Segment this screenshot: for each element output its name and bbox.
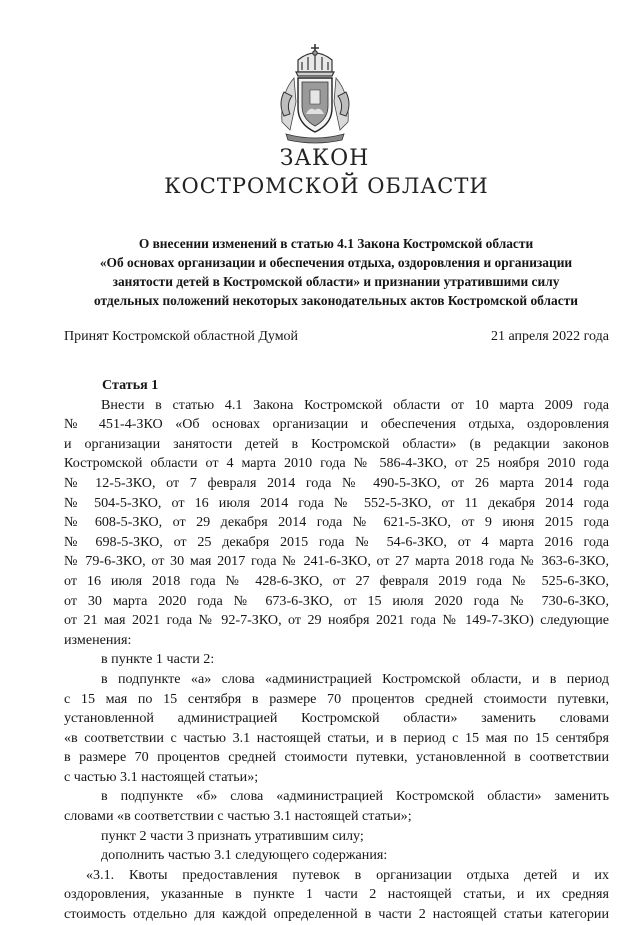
article-title: Статья 1 (102, 377, 159, 393)
body-line: № 698-5-ЗКО, от 25 декабря 2015 года № 54-6-ЗКО, от 4 марта 2016 года (64, 533, 609, 550)
body-line: в размере 70 процентов средней стоимости путевки, установленной в соответствии (64, 749, 609, 766)
body-line: с 15 мая по 15 сентября в размере 70 процентов средней стоимости путевки, (64, 690, 609, 707)
body-line: Костромской области от 4 марта 2010 года № 586-4-ЗКО, от 25 ноября 2010 года (64, 455, 609, 472)
heading-line: занятости детей в Костромской области» и признании утратившими силу (112, 274, 560, 289)
body-line: от 16 июля 2018 года № 428-6-ЗКО, от 27 февраля 2019 года № 525-6-ЗКО, (64, 572, 609, 589)
body-line: в подпункте «а» слова «администрацией Костромской области, и в период (101, 670, 609, 687)
body-line: с частью 3.1 настоящей статьи»; (64, 768, 259, 785)
body-line: № 12-5-ЗКО, от 7 февраля 2014 года № 490-5-ЗКО, от 26 марта 2014 года (64, 474, 609, 491)
body-line: в пункте 1 части 2: (101, 651, 215, 668)
body-line: № 504-5-ЗКО, от 16 июля 2014 года № 552-5-ЗКО, от 11 декабря 2014 года (64, 494, 609, 511)
base-icon (286, 134, 344, 143)
heading-line: «Об основах организации и обеспечения отдыха, оздоровления и организации (99, 255, 573, 270)
coat-of-arms-emblem (276, 42, 354, 146)
body-line: словами «в соответствии с частью 3.1 настоящей статьи»; (64, 808, 412, 825)
body-line: дополнить частью 3.1 следующего содержания: (101, 847, 388, 864)
law-region-title: КОСТРОМСКОЙ ОБЛАСТИ (164, 174, 489, 198)
body-line: «3.1. Квоты предоставления путевок в организации отдыха детей и их (86, 866, 609, 883)
body-line: в подпункте «б» слова «администрацией Костромской области» заменить (101, 788, 609, 805)
body-line: № 608-5-ЗКО, от 29 декабря 2014 года № 621-5-ЗКО, от 9 июня 2015 года (64, 514, 609, 531)
document-body (64, 376, 609, 925)
body-line: «в соответствии с частью 3.1 настоящей статьи, и в период с 15 мая по 15 сентября (64, 729, 609, 746)
adoption-date: 21 апреля 2022 года (491, 329, 609, 344)
law-title: ЗАКОН (279, 146, 370, 171)
body-line: пункт 2 части 3 признать утратившим силу; (101, 827, 364, 844)
crown-icon (296, 44, 334, 76)
body-line: установленной администрацией Костромской области» заменить словами (64, 710, 609, 727)
body-line: Внести в статью 4.1 Закона Костромской области от 10 марта 2009 года (101, 396, 609, 413)
body-line: изменения: (64, 631, 132, 648)
body-line: и организации занятости детей в Костромской области» (в редакции законов (64, 435, 609, 452)
body-line: оздоровления, указанные в пункте 1 части 2 настоящей статьи, и их средняя (64, 886, 609, 903)
document-heading (62, 234, 610, 310)
shield-icon (298, 78, 332, 132)
heading-line: О внесении изменений в статью 4.1 Закона Костромской области (138, 236, 534, 251)
heading-line: отдельных положений некоторых законодательных актов Костромской области (94, 293, 578, 308)
adopted-by: Принят Костромской областной Думой (64, 329, 299, 344)
body-line: стоимость отдельно для каждой определенной в части 2 настоящей статьи категории (64, 906, 609, 923)
body-line: от 30 марта 2020 года № 673-6-ЗКО, от 15 июля 2020 года № 730-6-ЗКО, (64, 592, 609, 609)
body-line: от 21 мая 2021 года № 92-7-ЗКО, от 29 ноября 2021 года № 149-7-ЗКО) следующие (64, 612, 609, 629)
body-line: № 79-6-ЗКО, от 30 мая 2017 года № 241-6-ЗКО, от 27 марта 2018 года № 363-6-ЗКО, (64, 553, 609, 570)
body-line: № 451-4-ЗКО «Об основах организации и обеспечения отдыха, оздоровления (64, 416, 609, 433)
